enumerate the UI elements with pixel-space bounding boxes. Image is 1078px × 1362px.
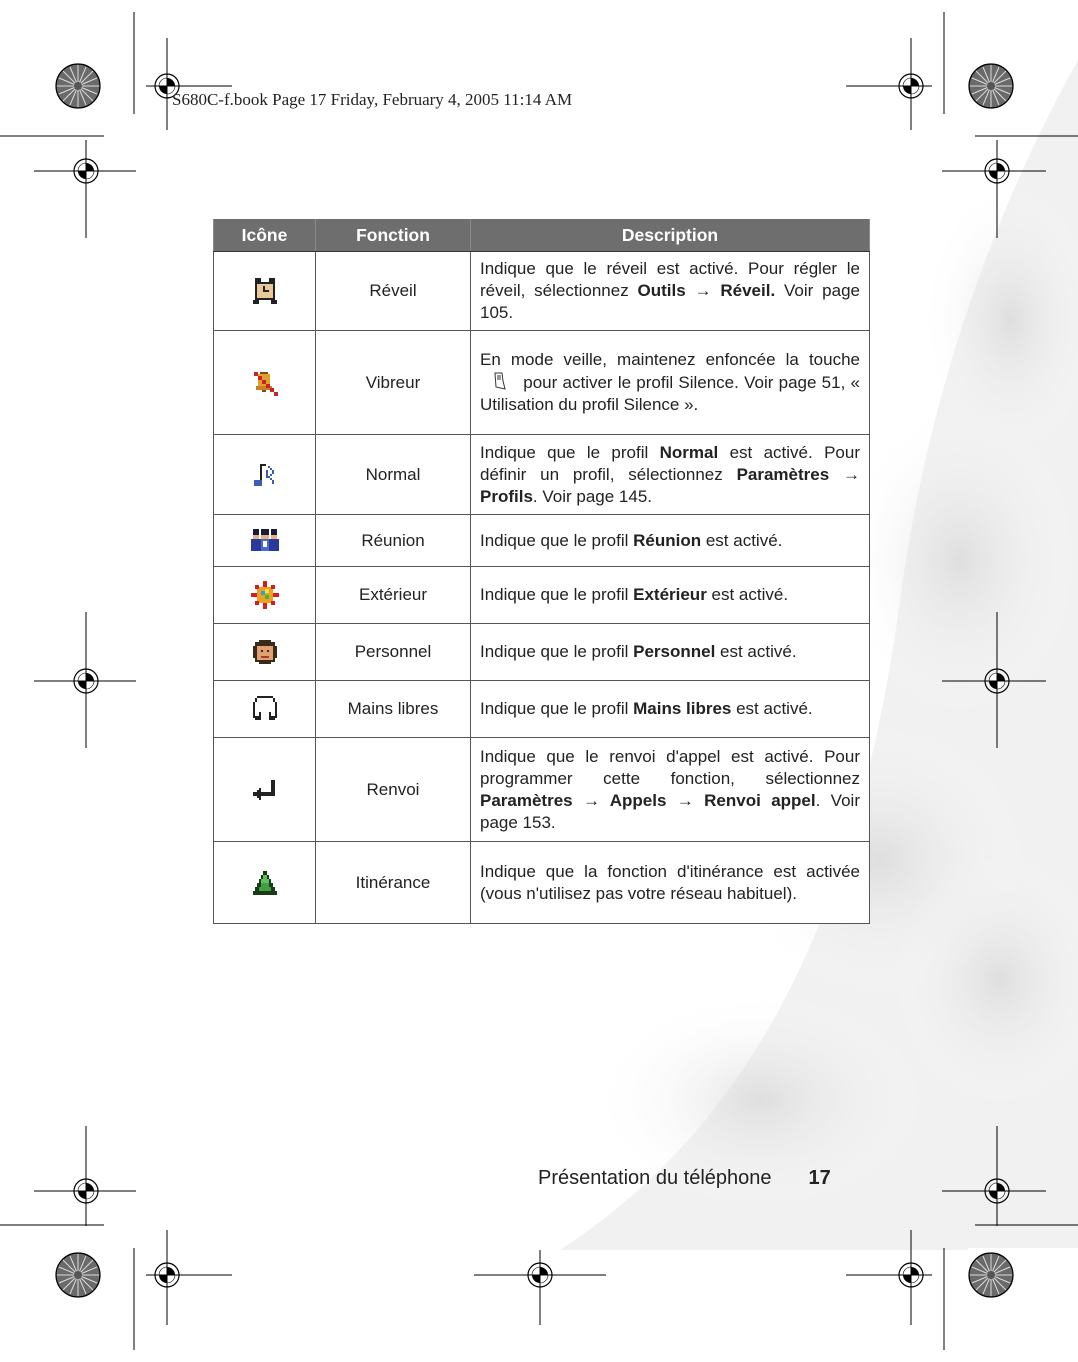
description-cell: Indique que le réveil est activé. Pour régler le réveil, sélectionnez Outils → Réveil. Voir page 105. [471,252,870,331]
description-cell: Indique que le renvoi d'appel est activé. Pour programmer cette fonction, sélectionnez Paramètres → Appels → Renvoi appel. Voir page 153. [471,738,870,842]
meeting-people-icon [251,529,279,553]
table-row [214,515,870,567]
table-row [214,252,870,331]
function-label: Réveil [316,252,471,331]
description-cell: Indique que la fonction d'itinérance est activée (vous n'utilisez pas votre réseau habituel). [471,842,870,924]
headset-icon [253,696,277,722]
vibrate-bell-icon [252,370,278,396]
outdoor-sun-icon [251,581,279,609]
description-cell: En mode veille, maintenez enfoncée la touche pour activer le profil Silence. Voir page 51, « Utilisation du profil Silence ». [471,331,870,435]
table-row [214,567,870,624]
description-cell: Indique que le profil Extérieur est activé. [471,567,870,624]
header-description: Description [471,219,870,252]
roaming-triangle-icon [253,871,277,895]
description-cell: Indique que le profil Personnel est activé. [471,624,870,681]
description-cell: Indique que le profil Mains libres est activé. [471,681,870,738]
function-label: Itinérance [316,842,471,924]
function-label: Normal [316,435,471,515]
function-label: Personnel [316,624,471,681]
page-number: 17 [808,1167,831,1189]
normal-profile-note-icon [252,462,278,488]
personal-face-icon [253,640,277,664]
function-label: Vibreur [316,331,471,435]
alarm-clock-icon [253,278,277,304]
book-header-line: S680C-f.book Page 17 Friday, February 4, 2005 11:14 AM [172,90,573,109]
function-label: Renvoi [316,738,471,842]
function-label: Mains libres [316,681,471,738]
description-cell: Indique que le profil Normal est activé. Pour définir un profil, sélectionnez Paramètres → Profils. Voir page 145. [471,435,870,515]
status-icons-table [213,219,870,924]
phone-key-icon [492,371,506,391]
page-footer [538,1167,831,1190]
table-row [214,738,870,842]
table-header-row [214,219,870,252]
function-label: Réunion [316,515,471,567]
table-row [214,331,870,435]
table-row [214,842,870,924]
footer-section-title: Présentation du téléphone [538,1167,772,1189]
function-label: Extérieur [316,567,471,624]
header-function: Fonction [316,219,471,252]
header-icon: Icône [214,219,316,252]
table-row [214,681,870,738]
description-cell: Indique que le profil Réunion est activé. [471,515,870,567]
table-row [214,624,870,681]
table-row [214,435,870,515]
call-forward-arrow-icon [253,778,277,802]
